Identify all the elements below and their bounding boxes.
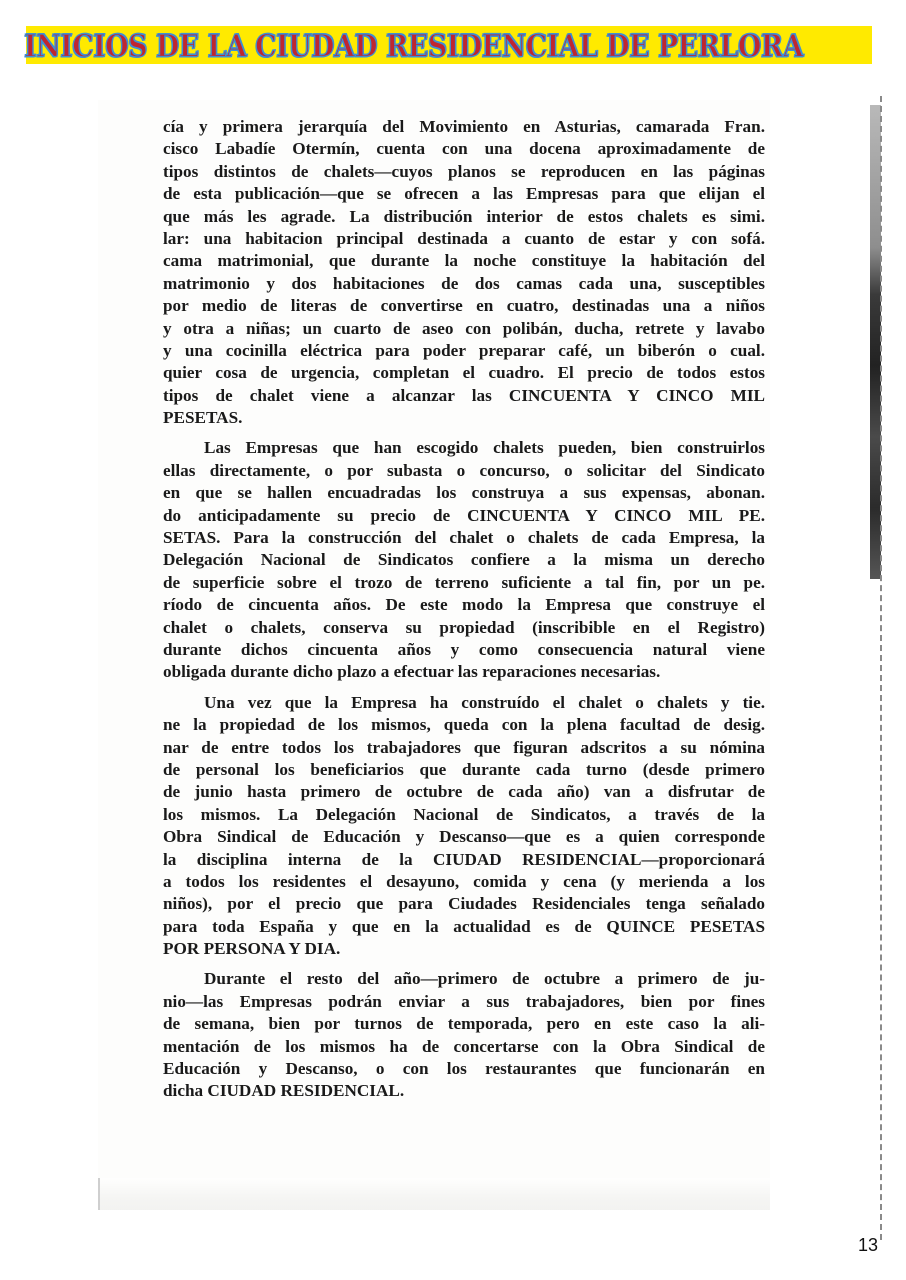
paragraph-1 [163, 116, 765, 429]
paragraph-4 [163, 968, 765, 1102]
text-line: de superficie sobre el trozo de terreno suficiente a tal fin, por un pe. [163, 572, 765, 592]
text-line: PESETAS. [163, 408, 243, 428]
text-line: matrimonio y dos habitaciones de dos camas cada una, susceptibles [163, 273, 765, 293]
text-line: obligada durante dicho plazo a efectuar las reparaciones necesarias. [163, 662, 661, 682]
text-line: Obra Sindical de Educación y Descanso—que es a quien corresponde [163, 827, 765, 847]
text-line: tipos distintos de chalets—cuyos planos se reproducen en las páginas [163, 161, 765, 181]
text-line: nio—las Empresas podrán enviar a sus trabajadores, bien por fines [163, 991, 765, 1011]
text-line: y otra a niñas; un cuarto de aseo con polibán, ducha, retrete y lavabo [163, 318, 765, 338]
text-line: dicha CIUDAD RESIDENCIAL. [163, 1081, 405, 1101]
text-line: chalet o chalets, conserva su propiedad (inscribible en el Registro) [163, 617, 765, 637]
text-line: tipos de chalet viene a alcanzar las CINCUENTA Y CINCO MIL [163, 385, 765, 405]
text-line: lar: una habitacion principal destinada a cuanto de estar y con sofá. [163, 228, 765, 248]
text-line: ellas directamente, o por subasta o concurso, o solicitar del Sindicato [163, 460, 765, 480]
text-line: Delegación Nacional de Sindicatos confiere a la misma un derecho [163, 550, 765, 570]
document-body [163, 116, 765, 1111]
text-line: a todos los residentes el desayuno, comida y cena (y merienda a los [163, 871, 765, 891]
text-line: que más les agrade. La distribución interior de estos chalets es simi. [163, 206, 765, 226]
text-line: Una vez que la Empresa ha construído el chalet o chalets y tie. [204, 692, 765, 712]
scan-left-edge [98, 1178, 100, 1210]
page-number: 13 [858, 1235, 879, 1255]
page-title: INICIOS DE LA CIUDAD RESIDENCIAL DE PERLORA [24, 28, 804, 64]
text-line: la disciplina interna de la CIUDAD RESIDENCIAL—proporcionará [163, 849, 765, 869]
text-line: ne la propiedad de los mismos, queda con la plena facultad de desig. [163, 715, 765, 735]
text-line: cía y primera jerarquía del Movimiento en Asturias, camarada Fran. [163, 117, 765, 136]
paragraph-2 [163, 437, 765, 683]
text-line: por medio de literas de convertirse en cuatro, destinadas una a niños [163, 296, 765, 316]
text-line: de junio hasta primero de octubre de cada año) van a disfrutar de [163, 782, 765, 802]
text-line: los mismos. La Delegación Nacional de Sindicatos, a través de la [163, 804, 765, 824]
paragraph-3 [163, 692, 765, 961]
text-line: ríodo de cincuenta años. De este modo la Empresa que construye el [163, 595, 765, 615]
text-line: Educación y Descanso, o con los restaurantes que funcionarán en [163, 1059, 765, 1079]
text-line: para toda España y que en la actualidad es de QUINCE PESETAS [163, 916, 765, 936]
text-line: y una cocinilla eléctrica para poder preparar café, un biberón o cual. [163, 340, 765, 360]
text-line: do anticipadamente su precio de CINCUENTA Y CINCO MIL PE. [163, 505, 765, 525]
text-line: de semana, bien por turnos de temporada, pero en este caso la ali- [163, 1014, 765, 1034]
text-line: quier cosa de urgencia, completan el cuadro. El precio de todos estos [163, 363, 765, 383]
scan-bottom-edge [98, 1178, 770, 1210]
text-line: niños), por el precio que para Ciudades Residenciales tenga señalado [163, 894, 765, 914]
dashed-margin-line [880, 96, 882, 1240]
text-line: nar de entre todos los trabajadores que figuran adscritos a su nómina [163, 737, 765, 757]
text-line: de personal los beneficiarios que durante cada turno (desde primero [163, 759, 765, 779]
text-line: POR PERSONA Y DIA. [163, 939, 341, 959]
text-line: cama matrimonial, que durante la noche constituye la habitación del [163, 251, 765, 271]
text-line: en que se hallen encuadradas los construya a sus expensas, abonan. [163, 483, 765, 503]
text-line: de esta publicación—que se ofrecen a las Empresas para que elijan el [163, 184, 765, 204]
text-line: durante dichos cincuenta años y como consecuencia natural viene [163, 639, 765, 659]
text-line: Durante el resto del año—primero de octubre a primero de ju- [204, 969, 765, 989]
text-line: mentación de los mismos ha de concertarse con la Obra Sindical de [163, 1036, 765, 1056]
text-line: cisco Labadíe Otermín, cuenta con una docena aproximadamente de [163, 139, 765, 159]
text-line: SETAS. Para la construcción del chalet o chalets de cada Empresa, la [163, 528, 765, 548]
text-line: Las Empresas que han escogido chalets pueden, bien construirlos [204, 438, 765, 458]
